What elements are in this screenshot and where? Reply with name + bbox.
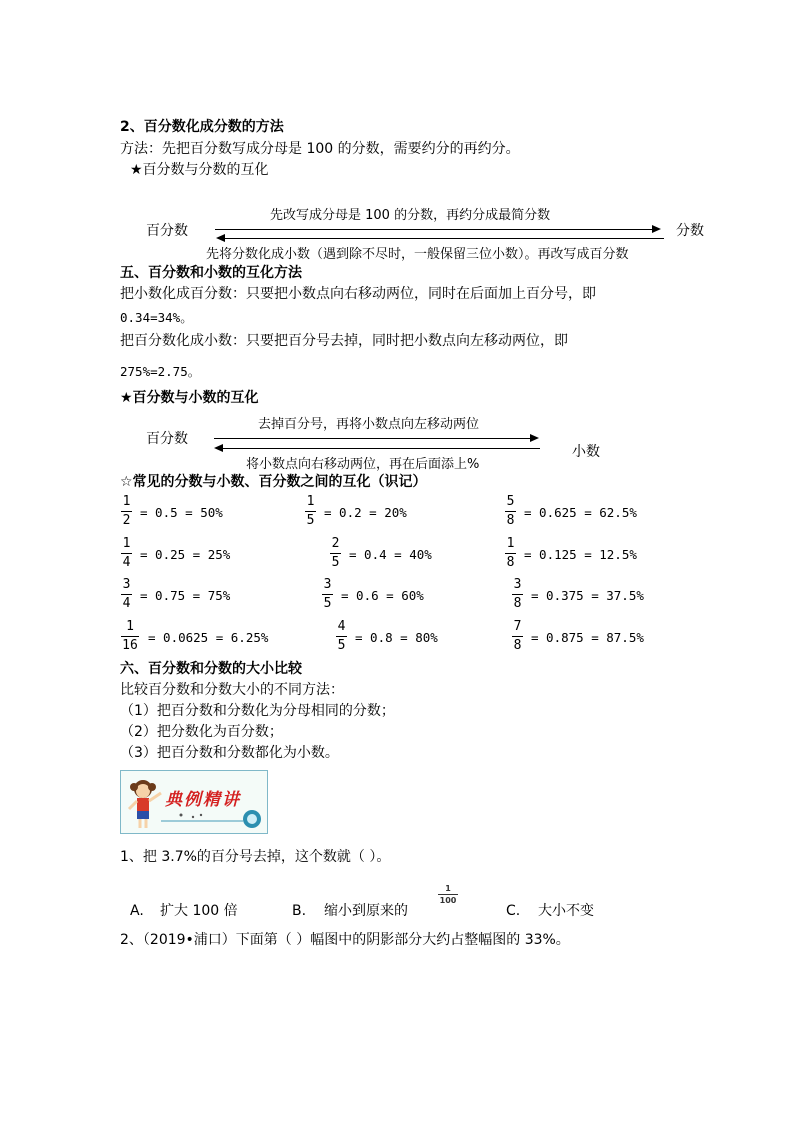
fraction-denominator: 4	[122, 596, 131, 611]
fraction	[121, 494, 132, 529]
fraction-denominator: 8	[513, 638, 522, 653]
bottom-arrow-text-1: 先将分数化成小数（遇到除不尽时，一般保留三位小数）。再改写成百分数	[206, 247, 629, 262]
right-arrow-line-1	[215, 229, 655, 230]
conversion-equation: = 0.4 = 40%	[349, 547, 432, 562]
fraction-denominator: 8	[513, 596, 522, 611]
conversion-equation: = 0.625 = 62.5%	[524, 505, 637, 520]
conversion-equation: = 0.125 = 12.5%	[524, 547, 637, 562]
option-a-letter: A.	[130, 903, 144, 919]
conversion-equation: = 0.2 = 20%	[324, 505, 407, 520]
section-5-star-title: ★百分数与小数的互化	[120, 390, 259, 406]
fraction-numerator: 4	[337, 619, 346, 634]
section-6-title: 六、百分数和分数的大小比较	[120, 661, 302, 677]
right-label-fraction: 分数	[676, 223, 704, 239]
section-2-title: 2、百分数化成分数的方法	[120, 119, 284, 135]
section-6-method-1: （1）把百分数和分数化为分母相同的分数；	[120, 703, 395, 719]
fraction-numerator: 1	[122, 536, 131, 551]
fraction	[305, 494, 316, 529]
conversion-equation: = 0.75 = 75%	[140, 588, 231, 603]
option-a-text: 扩大 100 倍	[160, 903, 238, 919]
fraction-numerator: 1	[122, 494, 131, 509]
example-badge	[120, 770, 268, 834]
left-arrow-line-1	[224, 238, 664, 239]
conversion-equation: = 0.6 = 60%	[341, 588, 424, 603]
left-arrow-head-1	[216, 234, 225, 242]
fraction-numerator: 5	[506, 494, 515, 509]
right-arrow-head-2	[530, 434, 539, 442]
section-6-method-3: （3）把百分数和分数都化为小数。	[120, 745, 339, 761]
section-6-method-2: （2）把分数化为百分数；	[120, 724, 283, 740]
right-arrow-line-2	[214, 438, 532, 439]
section-5-line-1: 把小数化成百分数：只要把小数点向右移动两位，同时在后面加上百分号，即	[120, 286, 596, 302]
question-2-text: 2、（2019•浦口）下面第（ ）幅图中的阴影部分大约占整幅图的 33%。	[120, 932, 570, 948]
left-arrow-head-2	[214, 444, 223, 452]
section-5-line-2: 把百分数化成小数：只要把百分号去掉，同时把小数点向左移动两位，即	[120, 333, 568, 349]
bottom-arrow-text-2: 将小数点向右移动两位，再在后面添上%	[246, 457, 480, 472]
conversion-equation: = 0.25 = 25%	[140, 547, 231, 562]
fraction	[121, 536, 132, 571]
fraction-denominator: 8	[506, 555, 515, 570]
left-label-percent-2: 百分数	[146, 431, 188, 447]
conversion-equation: = 0.875 = 87.5%	[531, 630, 644, 645]
option-b-text: 缩小到原来的	[324, 903, 408, 919]
section-6-intro: 比较百分数和分数大小的不同方法：	[120, 682, 344, 698]
left-arrow-line-2	[222, 448, 540, 449]
fraction-denominator: 2	[122, 513, 131, 528]
top-arrow-text-2: 去掉百分号，再将小数点向左移动两位	[258, 417, 480, 432]
fraction-numerator: 1	[306, 494, 315, 509]
fraction-numerator: 1	[126, 619, 134, 634]
conversion-equation: = 0.0625 = 6.25%	[148, 630, 269, 645]
option-c-letter: C.	[506, 903, 521, 919]
question-1-text: 1、把 3.7%的百分号去掉，这个数就（ ）。	[120, 849, 391, 865]
option-b-fraction-num: 1	[445, 884, 451, 893]
right-arrow-head-1	[652, 225, 661, 233]
left-label-percent: 百分数	[146, 223, 188, 239]
conversion-equation: = 0.8 = 80%	[355, 630, 438, 645]
fraction-denominator: 5	[337, 638, 346, 653]
fraction-numerator: 7	[513, 619, 522, 634]
fraction-denominator: 4	[122, 555, 131, 570]
option-b-fraction	[438, 884, 458, 905]
fraction	[336, 619, 347, 654]
section-5-line-1b: 0.34=34%。	[120, 310, 193, 325]
conversion-equation: = 0.5 = 50%	[140, 505, 223, 520]
fraction	[121, 577, 132, 612]
fraction	[512, 577, 523, 612]
fraction-denominator: 5	[323, 596, 332, 611]
fraction-numerator: 3	[513, 577, 522, 592]
fraction	[512, 619, 523, 654]
section-2-star-title: ★百分数与分数的互化	[130, 162, 269, 178]
fraction-numerator: 3	[122, 577, 131, 592]
right-label-decimal: 小数	[572, 444, 600, 460]
fraction	[330, 536, 341, 571]
fraction	[505, 494, 516, 529]
option-b-letter: B.	[292, 903, 307, 919]
badge-title: 典例精讲	[165, 790, 241, 810]
conversion-equation: = 0.375 = 37.5%	[531, 588, 644, 603]
option-b-fraction-den: 100	[439, 896, 457, 905]
fraction	[322, 577, 333, 612]
fraction-denominator: 5	[306, 513, 315, 528]
section-5-line-2b: 275%=2.75。	[120, 364, 201, 379]
fraction-denominator: 16	[122, 638, 138, 653]
fraction	[121, 619, 139, 654]
fraction-denominator: 5	[331, 555, 340, 570]
fraction-numerator: 1	[506, 536, 515, 551]
top-arrow-text-1: 先改写成分母是 100 的分数，再约分成最简分数	[270, 208, 551, 223]
common-conversions-title: ☆常见的分数与小数、百分数之间的互化（识记）	[120, 474, 427, 490]
fraction-numerator: 3	[323, 577, 332, 592]
section-5-title: 五、百分数和小数的互化方法	[120, 265, 302, 281]
section-2-method: 方法：先把百分数写成分母是 100 的分数，需要约分的再约分。	[120, 141, 520, 157]
fraction-denominator: 8	[506, 513, 515, 528]
fraction	[505, 536, 516, 571]
option-c-text: 大小不变	[538, 903, 594, 919]
fraction-numerator: 2	[331, 536, 340, 551]
